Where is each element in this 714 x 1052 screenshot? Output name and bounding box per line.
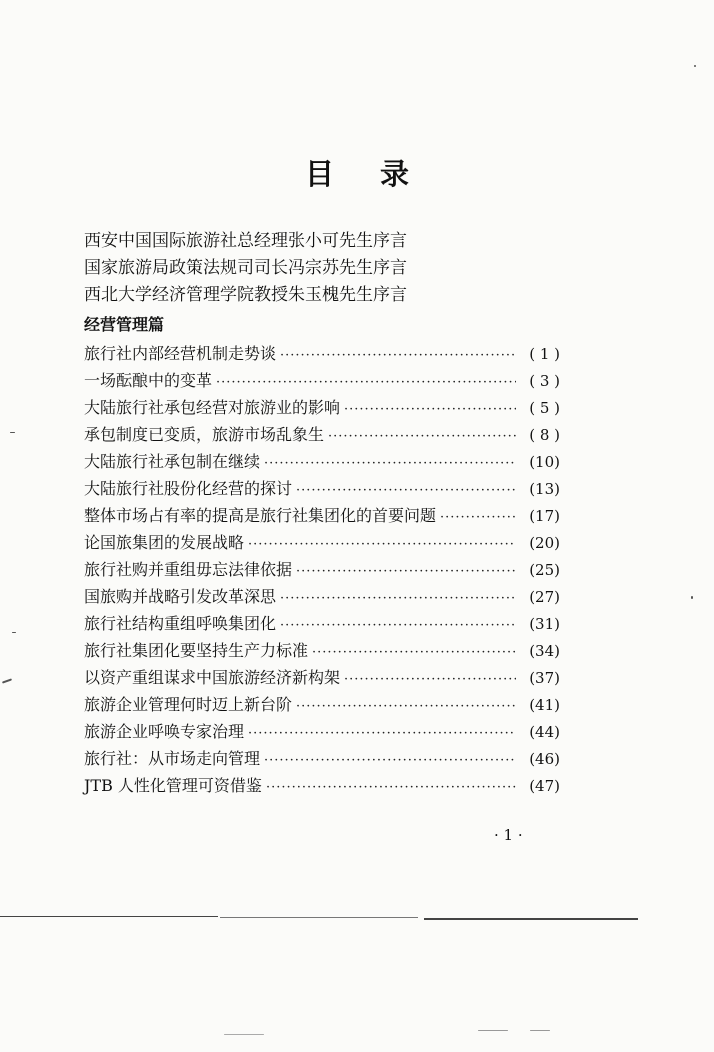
scan-speck [2, 678, 12, 683]
toc-entry-title: 以资产重组谋求中国旅游经济新构架 [84, 668, 341, 687]
toc-entry[interactable] [84, 502, 560, 529]
preface-item[interactable]: 国家旅游局政策法规司司长冯宗苏先生序言 [84, 258, 407, 278]
toc-entry[interactable] [84, 529, 560, 556]
toc-entry[interactable] [84, 340, 560, 367]
toc-entry-page: (31) [529, 615, 560, 633]
toc-entry-page: (25) [529, 561, 560, 579]
toc-entry-title: 旅行社内部经营机制走势谈 [84, 344, 277, 363]
scan-speck [10, 432, 15, 433]
leader-dots [264, 450, 516, 477]
toc-entry-title: 旅游企业管理何时迈上新台阶 [84, 695, 293, 714]
toc-entry-title: 旅行社：从市场走向管理 [84, 749, 261, 768]
page-number: · 1 · [494, 826, 523, 844]
toc-entry-title: 承包制度已变质，旅游市场乱象生 [84, 425, 325, 444]
toc-entry-page: (27) [529, 588, 560, 606]
scan-speck [12, 632, 16, 633]
toc-entry[interactable] [84, 718, 560, 745]
toc-entry-page: (10) [529, 453, 560, 471]
leader-dots [296, 558, 516, 585]
toc-entry-page: (44) [529, 723, 560, 741]
toc-entry-page: ( 1 ) [529, 345, 560, 363]
leader-dots [280, 612, 516, 639]
leader-dots [344, 396, 516, 423]
leader-dots [296, 693, 516, 720]
leader-dots [344, 666, 516, 693]
toc-entry-page: (34) [529, 642, 560, 660]
toc-entry[interactable] [84, 421, 560, 448]
toc-entry-title: JTB 人性化管理可资借鉴 [84, 776, 262, 795]
toc-entry[interactable] [84, 556, 560, 583]
toc-entry[interactable] [84, 745, 560, 772]
leader-dots [312, 639, 516, 666]
toc-list [84, 340, 560, 799]
toc-entry-title: 大陆旅行社股份化经营的探讨 [84, 479, 293, 498]
toc-entry[interactable] [84, 637, 560, 664]
toc-entry[interactable] [84, 610, 560, 637]
page-title [0, 152, 714, 193]
leader-dots [264, 747, 516, 774]
toc-entry-title: 大陆旅行社承包经营对旅游业的影响 [84, 398, 341, 417]
toc-entry[interactable] [84, 448, 560, 475]
section-heading: 经营管理篇 [84, 315, 165, 334]
scan-speck [691, 596, 693, 599]
toc-entry-title: 旅行社购并重组毋忘法律依据 [84, 560, 293, 579]
toc-entry-page: (41) [529, 696, 560, 714]
scan-speck [224, 1034, 264, 1035]
title-char-2: 录 [380, 157, 410, 191]
preface-item[interactable]: 西安中国国际旅游社总经理张小可先生序言 [84, 231, 407, 251]
toc-entry-page: ( 8 ) [529, 426, 560, 444]
toc-entry[interactable] [84, 394, 560, 421]
toc-entry-title: 国旅购并战略引发改革深思 [84, 587, 277, 606]
leader-dots [280, 585, 516, 612]
scan-rule [0, 916, 218, 917]
leader-dots [248, 720, 516, 747]
scan-rule [220, 917, 418, 918]
scan-speck [694, 65, 696, 67]
toc-entry[interactable] [84, 772, 560, 799]
leader-dots [248, 531, 516, 558]
toc-entry-page: (46) [529, 750, 560, 768]
toc-entry-title: 旅游企业呼唤专家治理 [84, 722, 245, 741]
leader-dots [216, 369, 516, 396]
toc-entry-title: 论国旅集团的发展战略 [84, 533, 245, 552]
toc-entry-page: ( 3 ) [529, 372, 560, 390]
preface-item[interactable]: 西北大学经济管理学院教授朱玉槐先生序言 [84, 285, 407, 305]
toc-entry-page: (37) [529, 669, 560, 687]
toc-entry[interactable] [84, 367, 560, 394]
leader-dots [296, 477, 516, 504]
leader-dots [440, 504, 516, 531]
preface-list [84, 228, 407, 309]
leader-dots [280, 342, 516, 369]
title-char-1: 目 [304, 157, 334, 191]
toc-entry[interactable] [84, 475, 560, 502]
leader-dots [328, 423, 516, 450]
toc-entry-page: (17) [529, 507, 560, 525]
toc-entry[interactable] [84, 664, 560, 691]
toc-entry[interactable] [84, 691, 560, 718]
toc-entry-title: 旅行社集团化要坚持生产力标准 [84, 641, 309, 660]
toc-entry-title: 旅行社结构重组呼唤集团化 [84, 614, 277, 633]
toc-entry-page: ( 5 ) [529, 399, 560, 417]
leader-dots [266, 774, 516, 801]
toc-entry-page: (47) [529, 777, 560, 795]
scan-speck [478, 1030, 508, 1031]
scan-speck [530, 1030, 550, 1031]
toc-entry-title: 一场酝酿中的变革 [84, 371, 213, 390]
toc-entry-title: 大陆旅行社承包制在继续 [84, 452, 261, 471]
toc-entry-title: 整体市场占有率的提高是旅行社集团化的首要问题 [84, 506, 437, 525]
toc-entry-page: (20) [529, 534, 560, 552]
toc-entry[interactable] [84, 583, 560, 610]
toc-entry-page: (13) [529, 480, 560, 498]
scan-rule [424, 918, 638, 920]
